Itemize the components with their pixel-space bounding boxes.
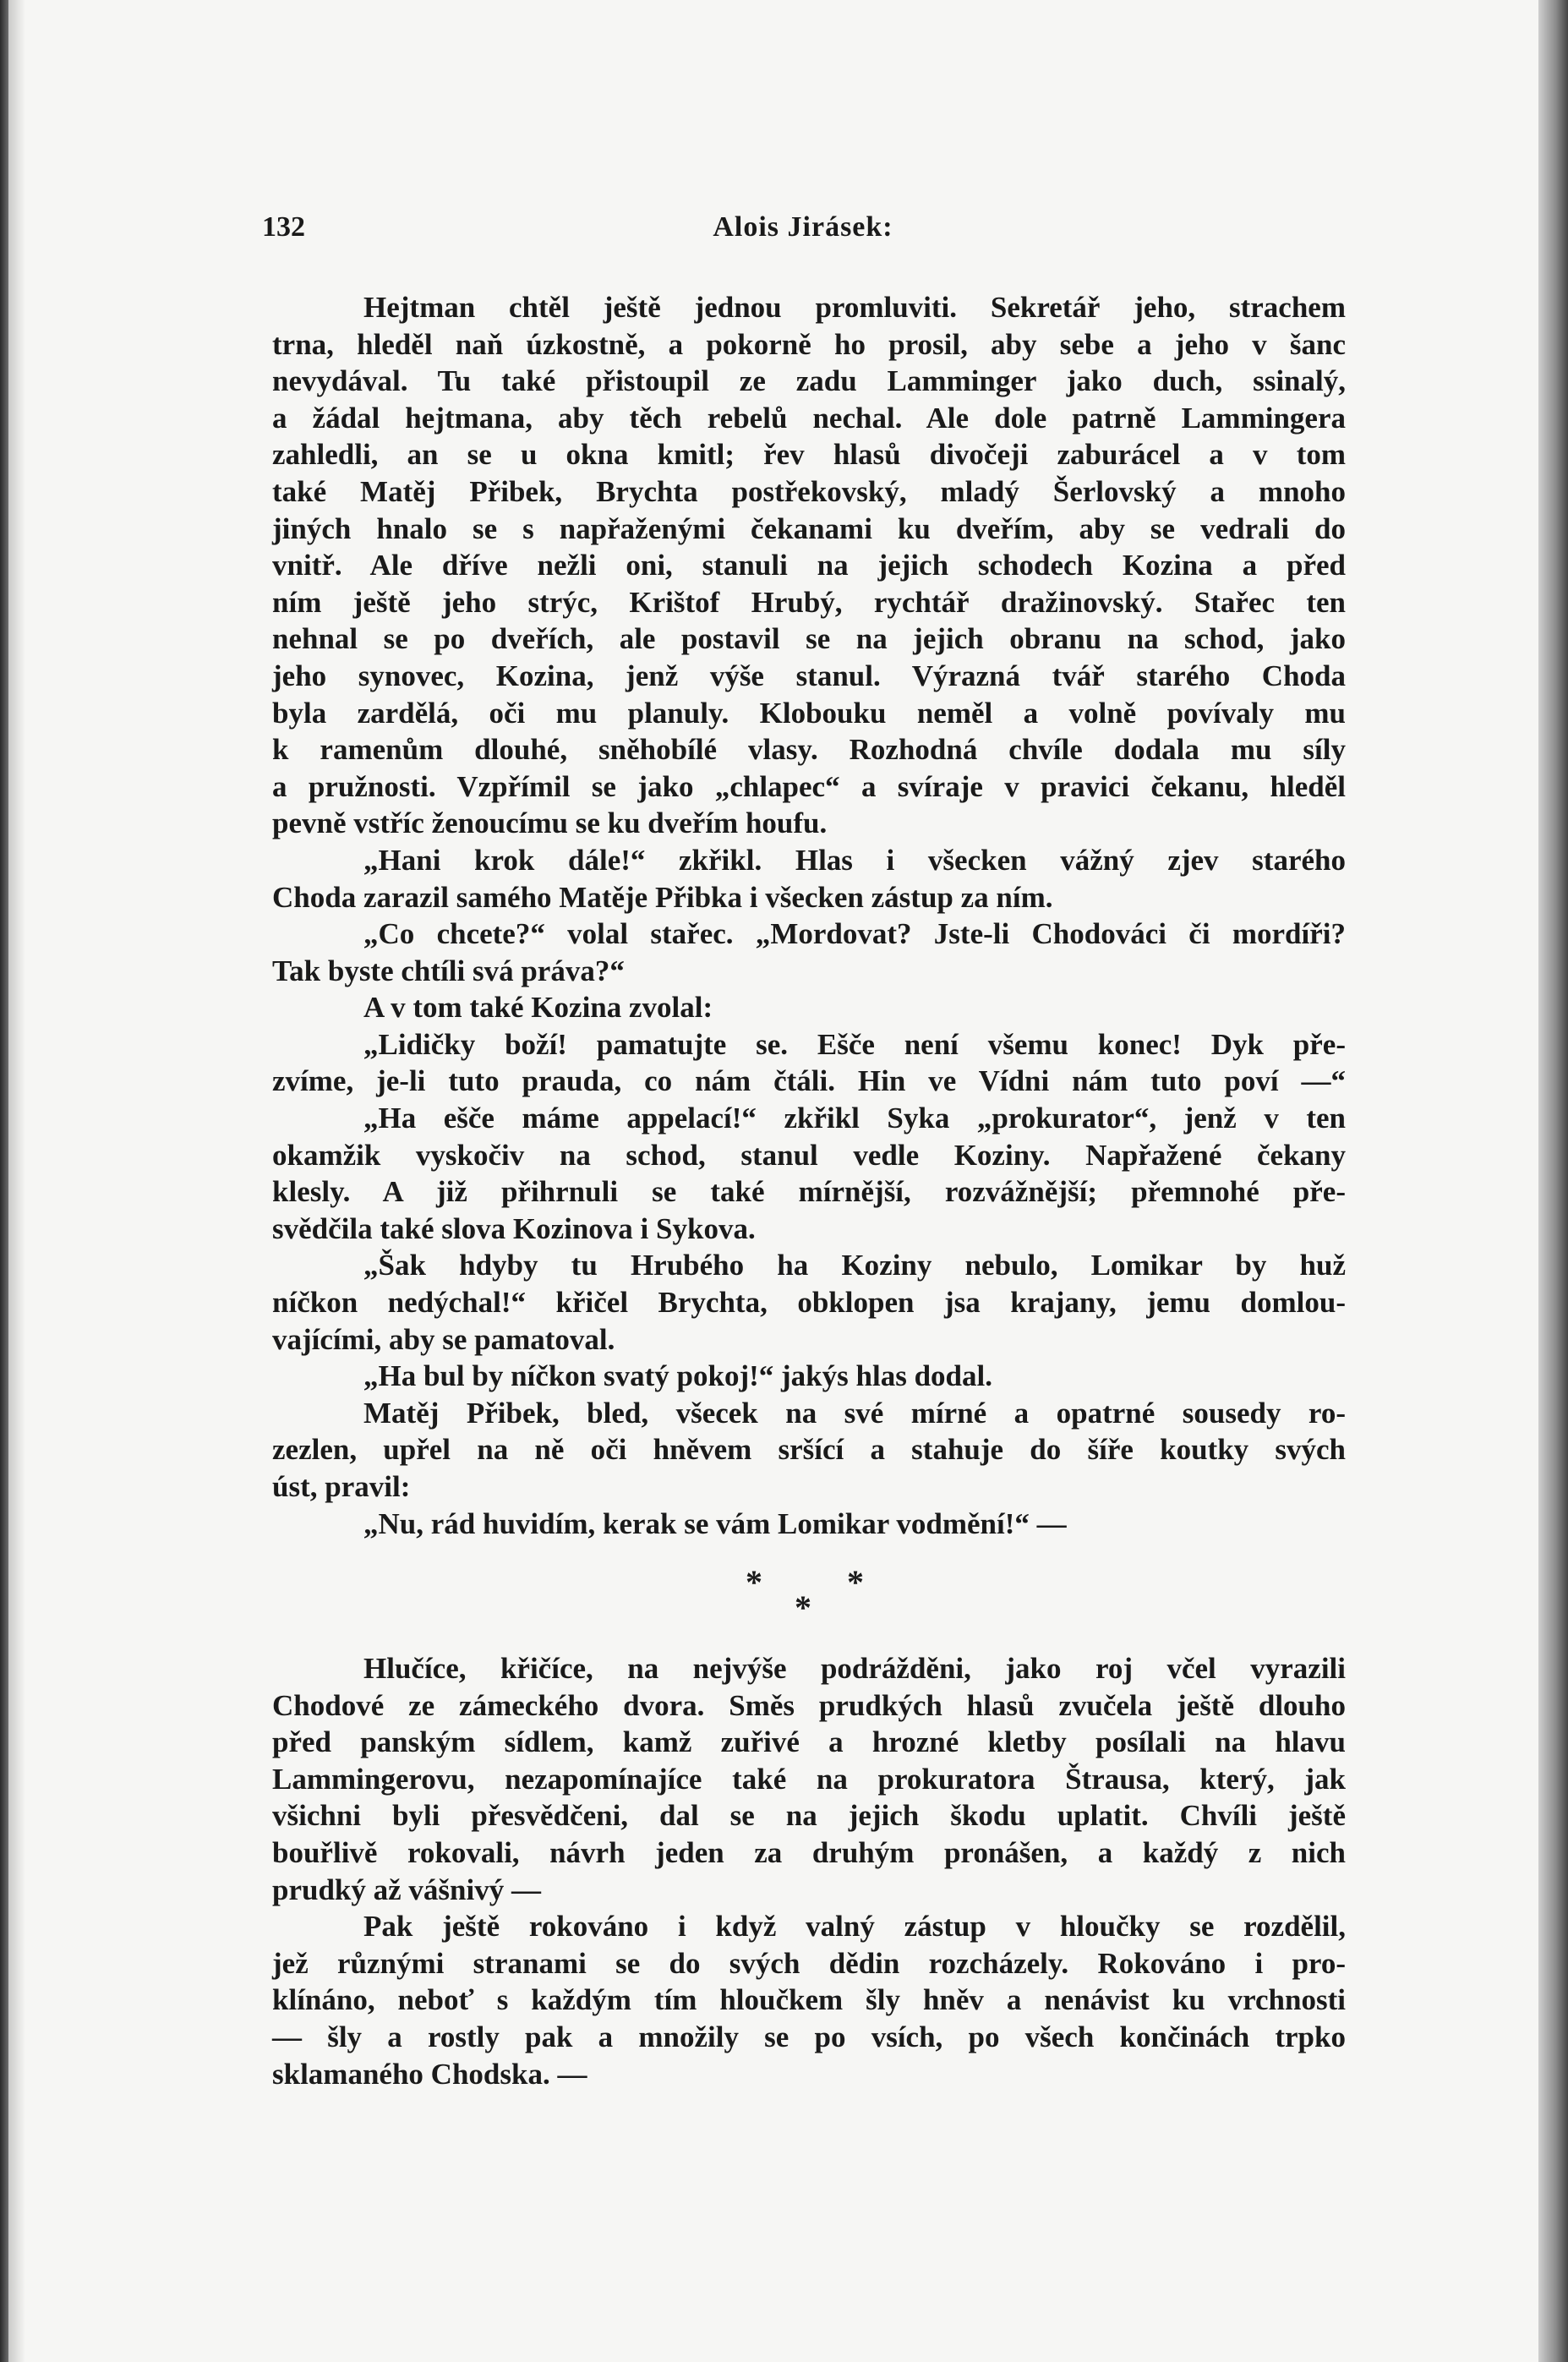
text-line: „Co chcete?“ volal stařec. „Mordovat? Jste-li Chodováci či mordíři? [363,917,1346,951]
text-line: Pak ještě rokováno i když valný zástup v hloučky se rozdělil, [363,1910,1346,1944]
text-line: před panským sídlem, kamž zuřivé a hrozné kletby posílali na hlavu [272,1725,1346,1759]
section-separator [272,1562,1346,1630]
text-line: Matěj Přibek, bled, všecek na své mírné a opatrné sousedy ro- [363,1396,1346,1430]
text-line: Chodové ze zámeckého dvora. Směs prudkých hlasů zvučela ještě dlouho [272,1688,1346,1722]
text-line: Hlučíce, křičíce, na nejvýše podrážděni, jako roj včel vyrazili [363,1652,1346,1685]
text-line: níčkon nedýchal!“ křičel Brychta, obklopen jsa krajany, jemu domlou- [272,1286,1346,1320]
text-line: — šly a rostly pak a množily se po vsích, po všech končinách trpko [272,2020,1346,2053]
page-number: 132 [262,211,305,243]
text-line: A v tom také Kozina zvolal: [363,991,713,1025]
text-line: zahledli, an se u okna kmitl; řev hlasů divočeji zaburácel a v tom [272,438,1346,472]
separator-asterisk: * [795,1588,811,1627]
text-line: pevně vstříc ženoucímu se ku dveřím houfu. [272,806,828,840]
text-line: klesly. A již přihrnuli se také mírnější, rozvážnější; přemnohé pře- [272,1175,1346,1209]
text-line: trna, hleděl naň úzkostně, a pokorně ho prosil, aby sebe a jeho v šanc [272,327,1346,361]
text-line: „Lidičky boží! pamatujte se. Ešče není všemu konec! Dyk pře- [363,1027,1346,1061]
gutter-shadow [8,0,25,2362]
text-line: zezlen, upřel na ně oči hněvem sršící a stahuje do šíře koutky svých [272,1433,1346,1467]
text-line: Choda zarazil samého Matěje Přibka i všecken zástup za ním. [272,880,1053,914]
text-line: okamžik vyskočiv na schod, stanul vedle Koziny. Napřažené čekany [272,1138,1346,1172]
text-line: úst, pravil: [272,1470,411,1503]
text-line: sklamaného Chodska. — [272,2057,587,2091]
page-edge-strip [1538,0,1568,2362]
text-line: také Matěj Přibek, Brychta postřekovský, mladý Šerlovský a mnoho [272,474,1346,508]
text-line: nevydával. Tu také přistoupil ze zadu Lamminger jako duch, ssinalý, [272,364,1346,398]
text-line: nehnal se po dveřích, ale postavil se na jejich obranu na schod, jako [272,622,1346,656]
text-line: „Ha ešče máme appelací!“ zkřikl Syka „prokurator“, jenž v ten [363,1102,1346,1135]
second-text-block [272,1650,1346,2092]
text-line: byla zardělá, oči mu planuly. Klobouku neměl a volně povívaly mu [272,696,1346,730]
text-line: Lammingerovu, nezapomínajíce také na prokuratora Štrausa, který, jak [272,1762,1346,1796]
text-line: svědčila také slova Kozinova i Sykova. [272,1211,756,1245]
text-line: „Nu, rád huvidím, kerak se vám Lomikar vodmění!“ — [363,1506,1067,1540]
text-line: vajícími, aby se pamatoval. [272,1322,615,1356]
text-line: „Ha bul by níčkon svatý pokoj!“ jakýs hlas dodal. [363,1359,992,1393]
page-header [262,211,1344,254]
text-line: jeho synovec, Kozina, jenž výše stanul. Výrazná tvář starého Choda [272,659,1346,692]
separator-asterisk: * [746,1563,762,1601]
text-line: ním ještě jeho strýc, Krištof Hrubý, rychtář dražinovský. Stařec ten [272,585,1346,619]
text-line: klínáno, neboť s každým tím hloučkem šly hněv a nenávist ku vrchnosti [272,1983,1346,2017]
text-line: a pružnosti. Vzpřímil se jako „chlapec“ a svíraje v pravici čekanu, hleděl [272,769,1346,803]
text-line: k ramenům dlouhé, sněhobílé vlasy. Rozhodná chvíle dodala mu síly [272,733,1346,767]
text-line: všichni byli přesvědčeni, dal se na jejich škodu uplatit. Chvíli ještě [272,1799,1346,1833]
text-line: „Hani krok dále!“ zkřikl. Hlas i všecken vážný zjev starého [363,843,1346,877]
book-spine-edge [0,0,8,2362]
running-head: Alois Jirásek: [713,211,893,243]
text-line: Tak byste chtíli svá práva?“ [272,954,625,987]
text-line: Hejtman chtěl ještě jednou promluviti. Sekretář jeho, strachem [363,291,1346,324]
text-line: jiných hnalo se s napřaženými čekanami ku dveřím, aby se vedrali do [272,511,1346,545]
text-line: prudký až vášnivý — [272,1873,541,1906]
main-text-block [272,289,1346,1542]
text-line: bouřlivě rokovali, návrh jeden za druhým pronášen, a každý z nich [272,1835,1346,1869]
text-line: jež různými stranami se do svých dědin rozcházely. Rokováno i pro- [272,1946,1346,1980]
text-line: a žádal hejtmana, aby těch rebelů nechal. Ale dole patrně Lammingera [272,401,1346,435]
text-line: zvíme, je-li tuto prauda, co nám čtáli. Hin ve Vídni nám tuto poví —“ [272,1064,1346,1098]
text-line: vnitř. Ale dříve nežli oni, stanuli na jejich schodech Kozina a před [272,549,1346,582]
text-line: „Šak hdyby tu Hrubého ha Koziny nebulo, Lomikar by huž [363,1249,1346,1282]
separator-asterisk: * [847,1563,864,1601]
